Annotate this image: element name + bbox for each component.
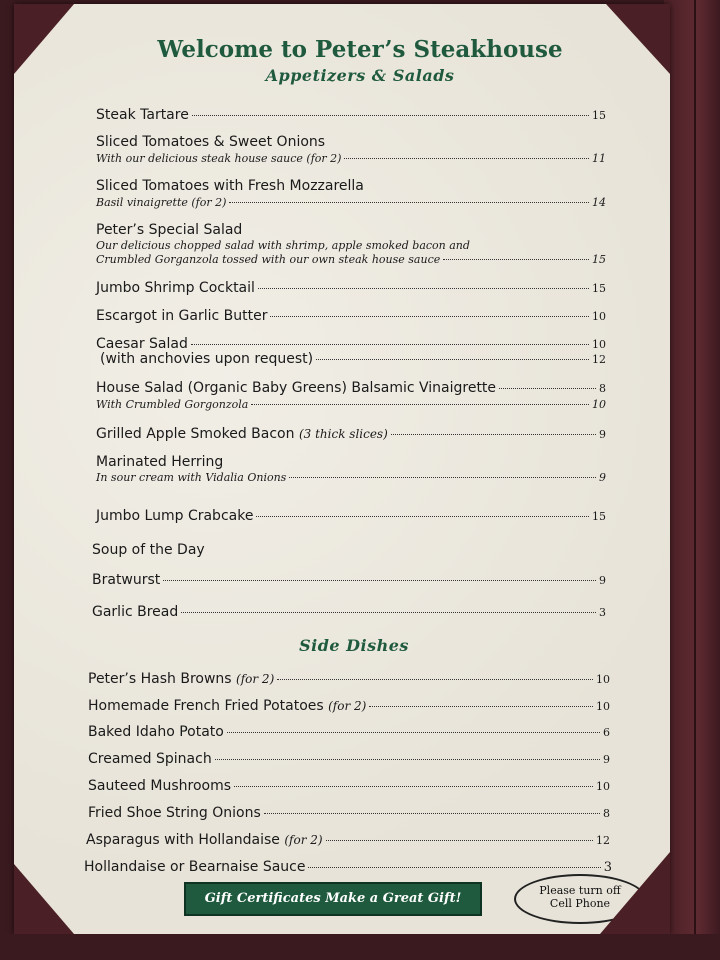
menu-item-steak-tartare xyxy=(96,106,606,124)
menu-item-bratwurst xyxy=(92,571,606,589)
menu-item-hash-browns xyxy=(88,670,610,688)
item-description-2: Crumbled Gorganzola tossed with our own steak house sauce 15 xyxy=(96,253,606,266)
item-description: Our delicious chopped salad with shrimp, apple smoked bacon and xyxy=(96,239,470,252)
item-price: 15 xyxy=(592,253,606,266)
item-name: Garlic Bread xyxy=(92,604,179,620)
item-name: Grilled Apple Smoked Bacon xyxy=(96,426,295,442)
item-price: 8 xyxy=(603,807,610,820)
item-name: Fried Shoe String Onions xyxy=(88,805,261,821)
corner-holder-top-right xyxy=(606,4,670,74)
item-name: Sauteed Mushrooms xyxy=(88,778,232,794)
item-price: 15 xyxy=(592,510,606,523)
menu-item-sauteed-mushrooms xyxy=(88,777,610,795)
menu-content xyxy=(40,0,680,960)
item-price: 9 xyxy=(599,428,606,441)
item-price: 3 xyxy=(599,606,606,619)
item-description: Basil vinaigrette (for 2) 14 xyxy=(96,196,606,209)
item-price: 12 xyxy=(592,353,606,366)
item-name: Hollandaise or Bearnaise Sauce xyxy=(84,859,306,875)
corner-holder-bottom-right xyxy=(600,852,670,934)
item-price: 10 xyxy=(596,673,610,686)
item-name: Caesar Salad xyxy=(96,336,188,352)
menu-item-baked-potato xyxy=(88,723,610,741)
menu-item-asparagus xyxy=(86,831,610,849)
corner-holder-top-left xyxy=(14,4,74,74)
item-price: 9 xyxy=(603,753,610,766)
menu-item-tomatoes-mozzarella: Sliced Tomatoes with Fresh Mozzarella xyxy=(96,178,364,194)
item-price: 9 xyxy=(599,574,606,587)
item-price: 15 xyxy=(592,282,606,295)
menu-item-french-fries xyxy=(88,697,610,715)
cell-notice-line2: Cell Phone xyxy=(549,897,611,910)
item-description: In sour cream with Vidalia Onions 9 xyxy=(96,471,606,484)
menu-item-marinated-herring: Marinated Herring xyxy=(96,454,224,470)
cover-seam xyxy=(694,0,696,960)
item-price: 8 xyxy=(599,382,606,395)
item-price: 14 xyxy=(592,196,606,209)
appetizers-heading: Appetizers & Salads xyxy=(265,66,455,85)
side-dishes-heading: Side Dishes xyxy=(299,636,409,655)
item-name: Baked Idaho Potato xyxy=(88,724,224,740)
corner-holder-bottom-left xyxy=(14,864,74,934)
item-name: Creamed Spinach xyxy=(88,751,212,767)
menu-item-peters-special-salad: Peter’s Special Salad xyxy=(96,222,243,238)
menu-item-house-salad xyxy=(96,379,606,397)
item-price: 10 xyxy=(592,338,606,351)
menu-title: Welcome to Peter’s Steakhouse xyxy=(157,36,563,63)
item-note: (for 2) xyxy=(328,699,367,713)
menu-item-creamed-spinach xyxy=(88,750,610,768)
menu-item-sauce xyxy=(84,858,612,876)
menu-item-crabcake xyxy=(96,507,606,525)
menu-item-caesar-anchovies xyxy=(96,350,606,368)
item-price: 10 xyxy=(596,780,610,793)
item-name: Jumbo Shrimp Cocktail xyxy=(96,280,255,296)
item-name: Homemade French Fried Potatoes xyxy=(88,698,324,714)
gift-certificate-banner: Gift Certificates Make a Great Gift! xyxy=(184,882,482,916)
menu-item-soup-of-the-day: Soup of the Day xyxy=(92,542,205,558)
item-note: (for 2) xyxy=(284,833,323,847)
menu-item-grilled-bacon xyxy=(96,425,606,443)
item-price: 10 xyxy=(592,310,606,323)
item-description: With Crumbled Gorgonzola 10 xyxy=(96,398,606,411)
item-price: 6 xyxy=(603,726,610,739)
item-price: 3 xyxy=(603,860,612,875)
item-name: Bratwurst xyxy=(92,572,161,588)
cell-notice-line1: Please turn off xyxy=(539,884,621,897)
item-price: 12 xyxy=(596,834,610,847)
menu-item-sliced-tomatoes-onions: Sliced Tomatoes & Sweet Onions xyxy=(96,134,326,150)
item-description: With our delicious steak house sauce (for 2) 11 xyxy=(96,152,606,165)
menu-item-jumbo-shrimp-cocktail xyxy=(96,279,606,297)
item-price: 9 xyxy=(599,471,606,484)
item-note: (3 thick slices) xyxy=(298,427,388,441)
item-price: 15 xyxy=(592,109,606,122)
item-price: 10 xyxy=(596,700,610,713)
item-name: Steak Tartare xyxy=(96,107,189,123)
item-price: 10 xyxy=(592,398,606,411)
item-name: Asparagus with Hollandaise xyxy=(86,832,280,848)
item-name: (with anchovies upon request) xyxy=(100,351,314,367)
menu-item-shoe-string-onions xyxy=(88,804,610,822)
item-name: Peter’s Hash Browns xyxy=(88,671,232,687)
menu-item-garlic-bread xyxy=(92,603,606,621)
item-price: 11 xyxy=(592,152,606,165)
item-name: House Salad (Organic Baby Greens) Balsamic Vinaigrette xyxy=(96,380,497,396)
menu-item-escargot xyxy=(96,307,606,325)
item-name: Escargot in Garlic Butter xyxy=(96,308,268,324)
item-note: (for 2) xyxy=(236,672,275,686)
item-name: Jumbo Lump Crabcake xyxy=(96,508,254,524)
